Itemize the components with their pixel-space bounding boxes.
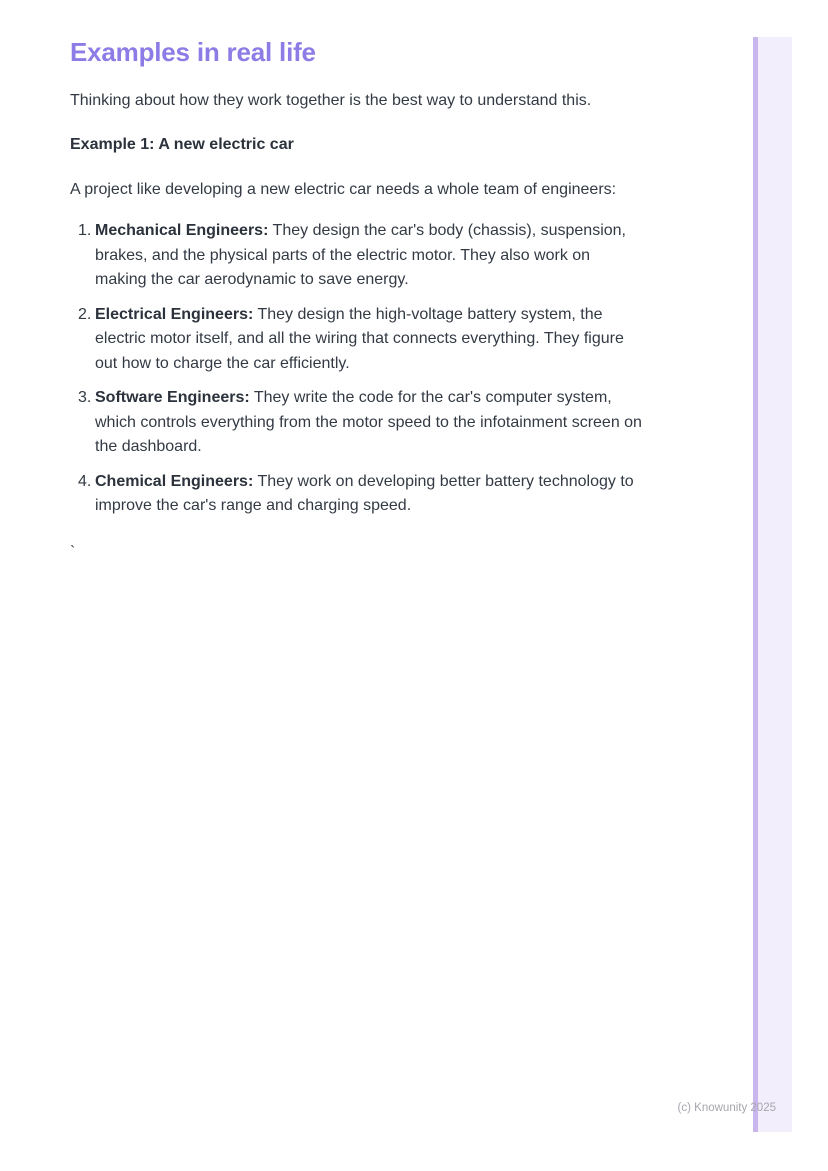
list-item-content — [95, 303, 645, 377]
list-item-description: They design the car's body (chassis), suspension, brakes, and the physical parts of the electric motor. They also work on making the car aerodynamic to save energy. — [95, 222, 626, 288]
list-lead-paragraph: A project like developing a new electric car needs a whole team of engineers: — [70, 181, 617, 198]
list-item-description: They write the code for the car's computer system, which controls everything from the motor speed to the infotainment screen on the dashboard. — [95, 389, 642, 455]
intro-paragraph: Thinking about how they work together is the best way to understand this. — [70, 92, 592, 109]
list-item-term: Electrical Engineers: — [95, 305, 254, 323]
list-item-content — [95, 470, 645, 519]
list-item — [78, 303, 645, 377]
page-edge-stripe — [753, 37, 792, 1132]
list-item-description: They work on developing better battery technology to improve the car's range and charging speed. — [95, 472, 634, 514]
list-item-description: They design the high-voltage battery system, the electric motor itself, and all the wiring that connects everything. They figure out how to charge the car efficiently. — [95, 305, 624, 372]
list-item-number: 2. — [78, 305, 92, 323]
list-item-number: 1. — [78, 222, 92, 239]
list-item-content — [95, 386, 645, 460]
list-item-term: Mechanical Engineers: — [95, 222, 269, 239]
list-item-content — [95, 219, 645, 293]
list-item — [78, 470, 645, 519]
list-item — [78, 386, 645, 460]
list-item-number: 3. — [78, 389, 92, 406]
list-item-term: Software Engineers: — [95, 389, 250, 406]
stray-backtick: ` — [70, 543, 76, 561]
footer-copyright: (c) Knowunity 2025 — [677, 1102, 776, 1114]
list-item-number: 4. — [78, 472, 92, 490]
example-heading: Example 1: A new electric car — [70, 136, 294, 153]
list-item — [78, 219, 645, 293]
list-item-term: Chemical Engineers: — [95, 472, 254, 490]
document-content — [70, 36, 645, 565]
engineer-list — [70, 219, 645, 519]
page-title: Examples in real life — [70, 37, 316, 67]
